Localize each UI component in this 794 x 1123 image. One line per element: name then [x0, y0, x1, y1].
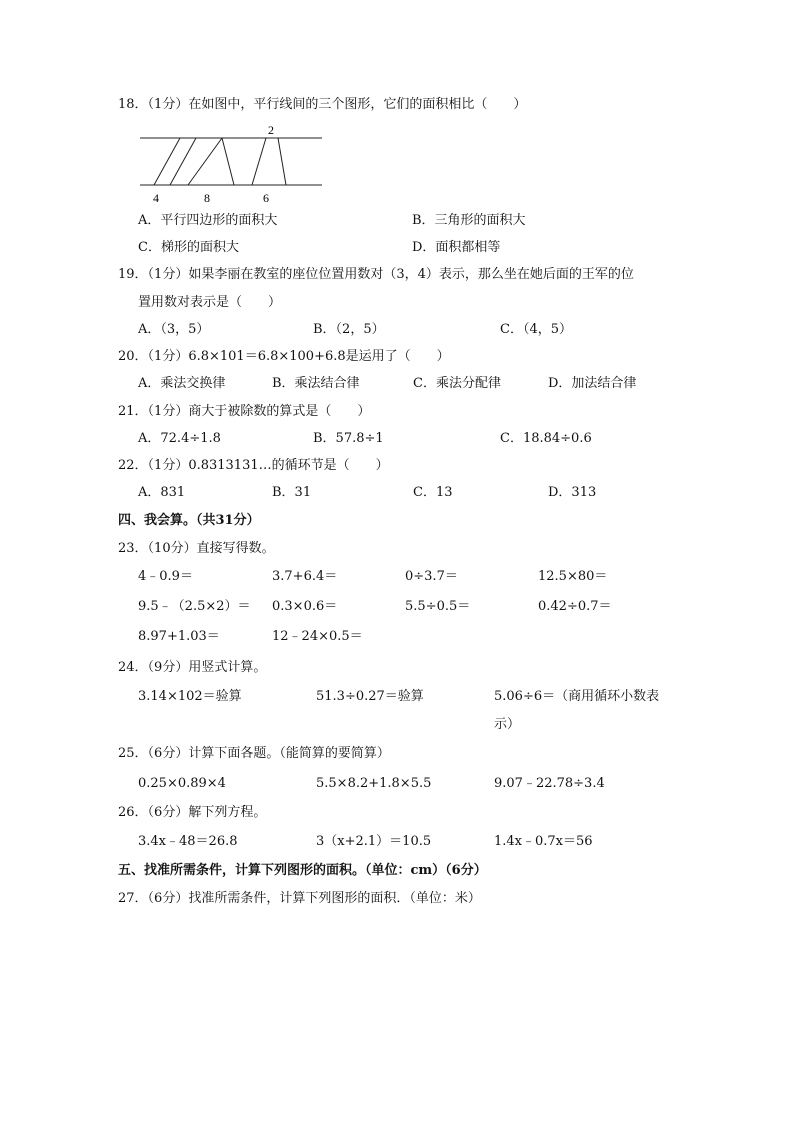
q21-option-b[interactable]: B．57.8÷1	[313, 431, 384, 446]
q25-item: 5.5×8.2+1.8×5.5	[316, 776, 432, 791]
triangle-right-side	[222, 138, 234, 185]
q24-item-continued: 示）	[494, 717, 521, 732]
parallelogram-left-side	[154, 138, 180, 185]
q26-stem: 26．（6分）解下列方程。	[118, 805, 267, 820]
q19-option-a[interactable]: A．（3，5）	[138, 322, 210, 337]
q24-item: 51.3÷0.27＝验算	[316, 689, 424, 704]
q20-option-b[interactable]: B．乘法结合律	[272, 376, 360, 391]
q23-item: 0.42÷0.7＝	[538, 599, 612, 614]
q19-stem-line2: 置用数对表示是（ ）	[138, 295, 282, 310]
q18-option-c[interactable]: C．梯形的面积大	[138, 240, 239, 255]
q26-item: 3.4x﹣48＝26.8	[138, 834, 238, 849]
trapezoid-right-side	[278, 138, 286, 185]
q23-item: 12﹣24×0.5＝	[272, 629, 363, 644]
q27-stem: 27．（6分）找准所需条件，计算下列图形的面积．（单位：米）	[118, 891, 481, 906]
q26-item: 1.4x﹣0.7x＝56	[494, 834, 593, 849]
q21-option-a[interactable]: A．72.4÷1.8	[138, 431, 221, 446]
q18-option-a[interactable]: A．平行四边形的面积大	[138, 213, 278, 228]
q19-option-c[interactable]: C．（4，5）	[500, 322, 572, 337]
parallelogram-right-side	[170, 138, 196, 185]
q22-option-b[interactable]: B．31	[272, 485, 312, 500]
triangle-left-side	[188, 138, 222, 185]
q18-option-b[interactable]: B．三角形的面积大	[412, 213, 526, 228]
q22-option-d[interactable]: D．313	[548, 485, 597, 500]
q18-option-d[interactable]: D．面积都相等	[412, 240, 501, 255]
q20-stem: 20．（1分）6.8×101＝6.8×100+6.8是运用了（ ）	[118, 349, 450, 364]
label-8: 8	[204, 191, 210, 205]
q24-item: 5.06÷6＝（商用循环小数表	[494, 689, 660, 704]
q20-option-d[interactable]: D．加法结合律	[548, 376, 637, 391]
label-top-2: 2	[268, 123, 274, 137]
q21-stem: 21．（1分）商大于被除数的算式是（ ）	[118, 404, 371, 419]
q23-item: 0.3×0.6＝	[272, 599, 338, 614]
q18-stem: 18．（1分）在如图中，平行线间的三个图形，它们的面积相比（ ）	[118, 97, 527, 112]
q23-item: 5.5÷0.5＝	[405, 599, 471, 614]
label-6: 6	[263, 191, 269, 205]
q23-item: 4﹣0.9＝	[138, 569, 193, 584]
q23-item: 8.97+1.03＝	[138, 629, 220, 644]
q22-stem: 22．（1分）0.8313131…的循环节是（ ）	[118, 458, 389, 473]
q22-option-c[interactable]: C．13	[413, 485, 453, 500]
q20-option-a[interactable]: A．乘法交换律	[138, 376, 226, 391]
q25-item: 9.07﹣22.78÷3.4	[494, 776, 605, 791]
q25-stem: 25．（6分）计算下面各题。（能简算的要简算）	[118, 746, 390, 761]
label-4: 4	[153, 191, 159, 205]
q20-option-c[interactable]: C．乘法分配律	[413, 376, 501, 391]
q22-option-a[interactable]: A．831	[138, 485, 186, 500]
q23-item: 3.7+6.4＝	[272, 569, 338, 584]
q23-item: 12.5×80＝	[538, 569, 608, 584]
section-4-title: 四、我会算。（共31分）	[118, 513, 260, 528]
q25-item: 0.25×0.89×4	[138, 776, 226, 791]
q23-item: 0÷3.7＝	[405, 569, 458, 584]
q26-item: 3（x+2.1）＝10.5	[316, 834, 432, 849]
trapezoid-left-side	[252, 138, 266, 185]
q24-stem: 24．（9分）用竖式计算。	[118, 660, 267, 675]
q19-stem-line1: 19．（1分）如果李丽在教室的座位位置用数对（3，4）表示，那么坐在她后面的王军的位	[118, 267, 634, 282]
parallel-lines-figure	[140, 122, 330, 206]
q23-stem: 23．（10分）直接写得数。	[118, 541, 275, 556]
q24-item: 3.14×102＝验算	[138, 689, 242, 704]
q21-option-c[interactable]: C．18.84÷0.6	[500, 431, 592, 446]
q23-item: 9.5﹣（2.5×2）＝	[138, 599, 251, 614]
section-5-title: 五、找准所需条件，计算下列图形的面积。（单位：cm）（6分）	[118, 863, 487, 878]
q19-option-b[interactable]: B．（2，5）	[313, 322, 385, 337]
